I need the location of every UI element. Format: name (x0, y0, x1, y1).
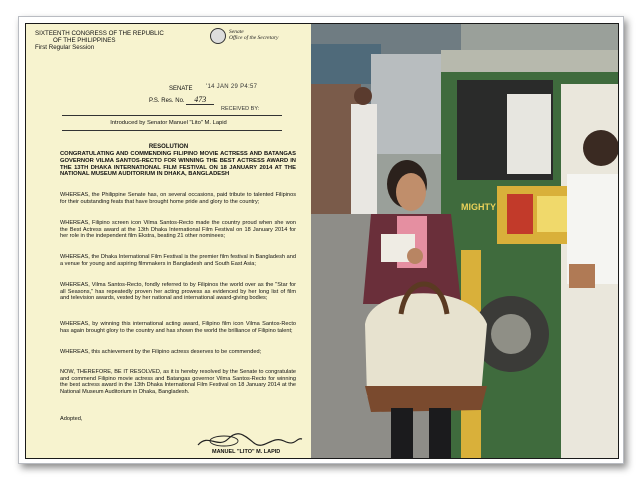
whereas-paragraph: WHEREAS, the Philippine Senate has, on several occasions, paid tribute to talented Filipinos for their outstanding feats that have brought home pride and glory to the country; (60, 192, 296, 205)
senate-seal-icon (210, 28, 226, 44)
umbrella-shape (311, 44, 381, 84)
background-person-head (354, 87, 372, 105)
introduced-by: Introduced by Senator Manuel "Lito" M. Lapid (110, 120, 227, 126)
received-stamp: '14 JAN 29 P4:57 (206, 84, 258, 90)
signer-name-text: MANUEL "LITO" M. LAPID (212, 449, 281, 455)
resolved-paragraph: NOW, THEREFORE, BE IT RESOLVED, as it is hereby resolved by the Senate to congratulate and commend Filipino movie actress and Batangas governor Vilma Santos-Recto for winning the best actress award in the 13th Dhaka International Film Festival on 18 January 2014 at the National Museum Auditorium in Dhaka, Bangladesh. (60, 369, 296, 395)
divider (62, 130, 282, 131)
resolution-title: CONGRATULATING AND COMMENDING FILIPINO MOVIE ACTRESS AND BATANGAS GOVERNOR VILMA SANTOS-RECTO FOR WINNING THE BEST ACTRESS AWARD IN THE 13TH DHAKA INTERNATIONAL FILM FESTIVAL ON 18 JANUARY 2014 AT THE NATIONAL MUSEUM AUDITORIUM IN DHAKA, BANGLADESH (60, 151, 296, 178)
whereas-paragraph: WHEREAS, Vilma Santos-Recto, fondly referred to by Filipinos the world over as the "Star for all Seasons," has repeatedly proven her acting prowess as evidenced by her long list of film and television awards, vested by her national and international award-giving bodies; (60, 282, 296, 302)
truck-shape (371, 54, 451, 154)
header-line: OF THE PHILIPPINES (53, 37, 116, 44)
woman-leg (429, 408, 451, 458)
image-frame (18, 16, 624, 464)
whereas-paragraph: WHEREAS, this achievement by the Filipino actress deserves to be commended; (60, 349, 262, 355)
signature-icon (194, 429, 304, 451)
image-inner (25, 23, 619, 459)
divider (62, 115, 282, 116)
man-head (583, 130, 618, 166)
background-person (351, 104, 377, 214)
tote-bag-trim (365, 386, 487, 412)
whereas-paragraph: WHEREAS, by winning this international acting award, Filipino film icon Vilma Santos-Recto has again brought glory to the country and has shown the world the brilliance of Filipino talent; (60, 321, 296, 334)
whereas-paragraph: WHEREAS, Filipino screen icon Vilma Santos-Recto made the country proud when she won the Best Actress award at the 13th Dhaka International Film Festival on 18 January 2014 for her role in the independent film Ekstra, beating 21 other nominees; (60, 220, 296, 240)
psres-number: 473 (186, 95, 214, 105)
woman-hand (407, 248, 423, 264)
header-line: SIXTEENTH CONGRESS OF THE REPUBLIC (35, 30, 164, 37)
senate-label: SENATE (169, 86, 193, 92)
passenger (507, 94, 551, 174)
jeepney-sign-text: MIGHTY (461, 202, 496, 212)
jeepney-hub (491, 314, 531, 354)
psres-line (149, 95, 214, 104)
jeepney-roof (441, 50, 618, 72)
header-line: First Regular Session (35, 44, 95, 51)
woman-face (396, 173, 426, 211)
photo-illustration (311, 24, 618, 458)
resolution-document (26, 24, 311, 458)
seal-line: Office of the Secretary (229, 35, 279, 41)
whereas-paragraph: WHEREAS, the Dhaka International Film Festival is the premier film festival in Bangladesh and a venue for young and aspiring filmmakers in Bangladesh and South East Asia; (60, 254, 296, 267)
resolution-heading: RESOLUTION (148, 144, 189, 150)
jeepney-sign-art (507, 194, 533, 234)
received-by: RECEIVED BY: (221, 106, 260, 112)
psres-label: P.S. Res. No. (149, 98, 185, 104)
signer-name (212, 449, 280, 455)
adopted-label: Adopted, (60, 416, 83, 422)
man-hand (569, 264, 595, 288)
woman-leg (391, 408, 413, 458)
street-photo (311, 24, 618, 458)
document-header (35, 30, 164, 51)
seal-line: Senate (229, 29, 244, 35)
seal-text (229, 29, 278, 41)
